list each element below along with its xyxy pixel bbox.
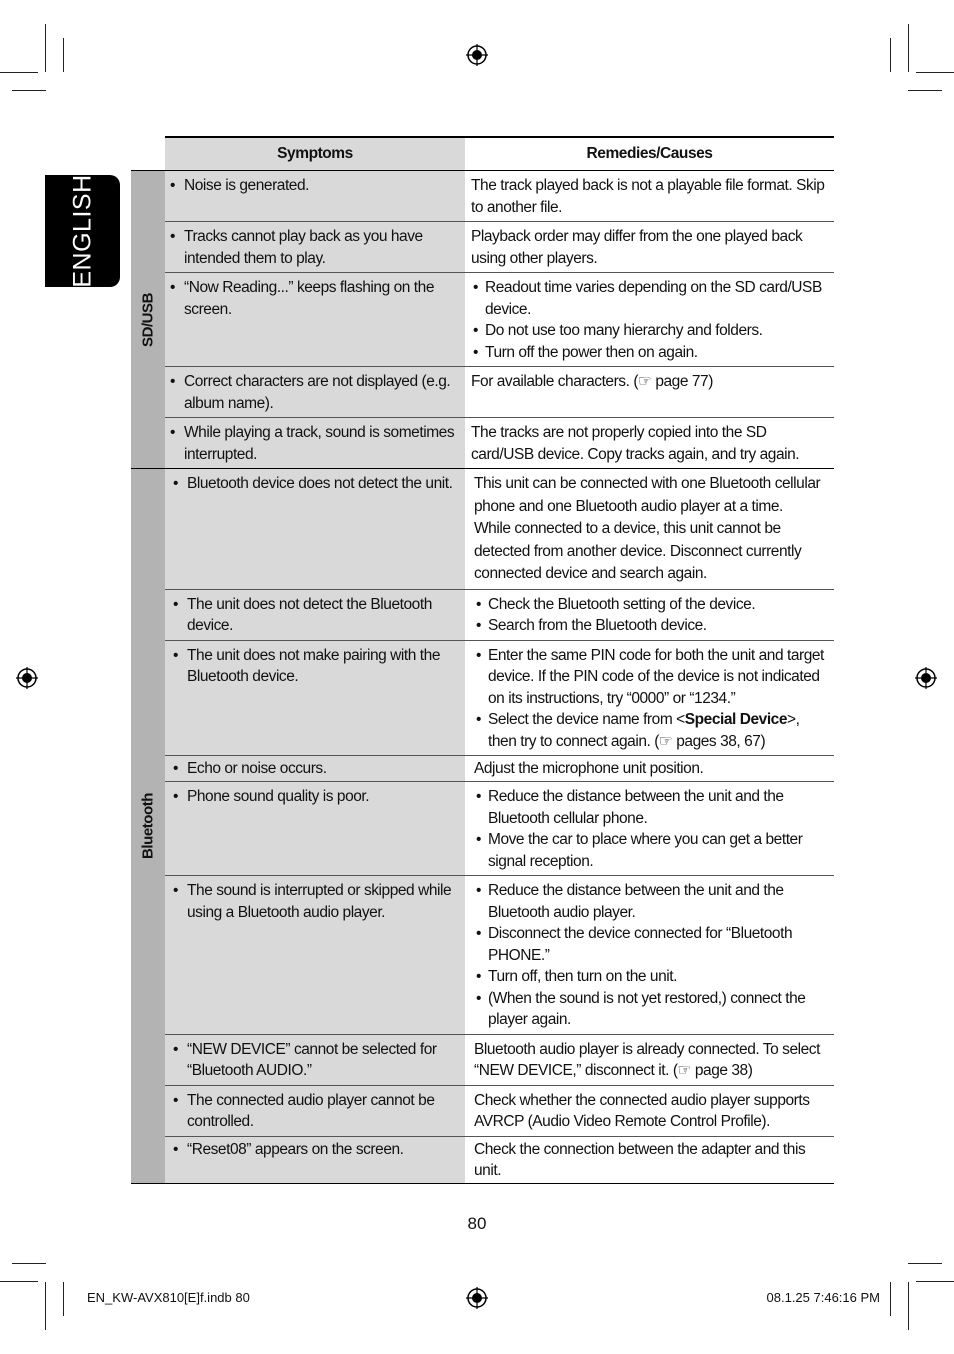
remedy-text: Playback order may differ from the one played back using other players.: [471, 228, 803, 267]
bullet: •: [170, 279, 175, 296]
crop-mark: [890, 1282, 891, 1316]
bullet: •: [173, 882, 178, 899]
table-row: [131, 1034, 834, 1085]
crop-mark: [45, 1282, 46, 1330]
category-cell-sd-usb: [131, 171, 165, 469]
bullet: •: [173, 475, 178, 492]
table-row: [131, 469, 834, 590]
symptom-text: “NEW DEVICE” cannot be selected for “Bluetooth AUDIO.”: [187, 1040, 437, 1079]
language-label: ENGLISH: [68, 174, 96, 288]
bullet: •: [170, 228, 175, 245]
list-item: • Move the car to place where you can get a better signal reception.: [474, 829, 830, 872]
footer-timestamp: 08.1.25 7:46:16 PM: [766, 1290, 880, 1305]
table-row: [131, 1085, 834, 1136]
registration-mark-icon: [466, 44, 488, 66]
crop-mark: [908, 90, 942, 91]
bullet: •: [170, 177, 175, 194]
remedy-text: Check the connection between the adapter and this unit.: [474, 1140, 806, 1179]
category-label: SD/USB: [139, 292, 157, 347]
crop-mark: [12, 1263, 46, 1264]
symptoms-header: Symptoms: [165, 137, 465, 171]
crop-mark: [63, 38, 64, 72]
crop-mark: [916, 72, 954, 73]
crop-mark: [908, 1282, 909, 1330]
footer-file-name: EN_KW-AVX810[E]f.indb 80: [87, 1290, 250, 1305]
category-header: [131, 137, 165, 171]
table-header-row: [131, 137, 834, 171]
symptom-text: The sound is interrupted or skipped while using a Bluetooth audio player.: [187, 882, 452, 921]
symptom-text: While playing a track, sound is sometimes interrupted.: [184, 424, 455, 463]
list-item: • Enter the same PIN code for both the unit and target device. If the PIN code of the device is not indicated on its instructions, try “0000” or “1234.”: [474, 645, 830, 710]
symptom-text: Noise is generated.: [184, 177, 310, 194]
symptom-text: The connected audio player cannot be controlled.: [187, 1091, 435, 1130]
remedy-text: The tracks are not properly copied into the SD card/USB device. Copy tracks again, and try again.: [471, 424, 800, 463]
remedy-text: >, then try to connect again. (☞ pages 38, 67): [488, 711, 800, 750]
list-item: • Search from the Bluetooth device.: [474, 615, 830, 637]
crop-mark: [908, 1263, 942, 1264]
list-item: • Reduce the distance between the unit and the Bluetooth audio player.: [474, 880, 830, 923]
symptom-text: “Reset08” appears on the screen.: [187, 1140, 404, 1158]
crop-mark: [890, 38, 891, 72]
remedy-text: The track played back is not a playable file format. Skip to another file.: [471, 177, 825, 216]
list-item: • Turn off the power then on again.: [471, 342, 830, 364]
remedy-list: [474, 786, 830, 872]
list-item: • Readout time varies depending on the SD card/USB device.: [471, 277, 830, 320]
page-number: 80: [467, 1214, 487, 1233]
crop-mark: [45, 24, 46, 72]
list-item: [474, 709, 830, 752]
bullet: •: [173, 1140, 178, 1158]
list-item: • Reduce the distance between the unit and the Bluetooth cellular phone.: [474, 786, 830, 829]
symptom-text: Tracks cannot play back as you have intended them to play.: [184, 228, 423, 267]
remedy-list: [474, 594, 830, 637]
remedies-header: Remedies/Causes: [465, 137, 834, 171]
table-row: [131, 782, 834, 876]
registration-mark-icon: [466, 1287, 488, 1309]
list-item: • Do not use too many hierarchy and folders.: [471, 320, 830, 342]
bullet: •: [170, 424, 175, 441]
table-row: [131, 367, 834, 418]
table-row: [131, 1136, 834, 1183]
crop-mark: [916, 1281, 954, 1282]
crop-mark: [12, 90, 46, 91]
symptom-text: The unit does not detect the Bluetooth device.: [187, 595, 432, 634]
remedy-text: Select the device name from <: [488, 711, 685, 728]
remedy-text: Adjust the microphone unit position.: [474, 760, 704, 777]
language-tab: [45, 175, 120, 287]
table-row: [131, 273, 834, 367]
table-row: [131, 640, 834, 756]
table-row: [131, 171, 834, 222]
symptom-text: The unit does not make pairing with the Bluetooth device.: [187, 646, 440, 685]
remedy-list: [471, 277, 830, 363]
remedy-text: Bluetooth audio player is already connected. To select “NEW DEVICE,” disconnect it. (☞ page 38): [474, 1040, 820, 1079]
symptom-text: Echo or noise occurs.: [187, 760, 327, 777]
remedy-text: For available characters. (☞ page 77): [471, 373, 713, 390]
crop-mark: [908, 24, 909, 72]
crop-mark: [0, 1281, 38, 1282]
crop-mark: [63, 1282, 64, 1316]
registration-mark-icon: [16, 667, 38, 689]
bullet: •: [170, 373, 175, 390]
list-item: • Check the Bluetooth setting of the device.: [474, 594, 830, 616]
list-item: • Turn off, then turn on the unit.: [474, 966, 830, 988]
symptom-text: Correct characters are not displayed (e.g. album name).: [184, 373, 451, 412]
table-row: [131, 756, 834, 782]
bullet: •: [173, 760, 178, 777]
troubleshooting-table: [131, 136, 834, 1184]
remedy-text: This unit can be connected with one Bluetooth cellular phone and one Bluetooth audio player at a time. While connected to a device, this unit cannot be detected from another device. Disconnect currently connected device and search again.: [474, 475, 821, 582]
category-label: Bluetooth: [139, 792, 157, 859]
symptom-text: Bluetooth device does not detect the unit.: [187, 475, 453, 492]
bullet: •: [173, 1040, 178, 1058]
symptom-text: “Now Reading...” keeps flashing on the screen.: [184, 279, 434, 318]
remedy-list: [474, 880, 830, 1031]
registration-mark-icon: [915, 667, 937, 689]
bullet: •: [173, 646, 178, 664]
remedy-text: Check whether the connected audio player supports AVRCP (Audio Video Remote Control Profile).: [474, 1091, 810, 1130]
category-cell-bluetooth: [131, 469, 165, 1184]
special-device-menu-label: Special Device: [684, 711, 788, 728]
crop-mark: [0, 72, 38, 73]
symptom-text: Phone sound quality is poor.: [187, 788, 370, 805]
remedy-list: [474, 645, 830, 753]
table-row: [131, 222, 834, 273]
bullet: •: [173, 788, 178, 805]
bullet: •: [173, 595, 178, 613]
table-row: [131, 589, 834, 640]
table-row: [131, 876, 834, 1035]
table-row: [131, 418, 834, 469]
list-item: • (When the sound is not yet restored,) connect the player again.: [474, 988, 830, 1031]
list-item: • Disconnect the device connected for “Bluetooth PHONE.”: [474, 923, 830, 966]
bullet: •: [173, 1091, 178, 1109]
